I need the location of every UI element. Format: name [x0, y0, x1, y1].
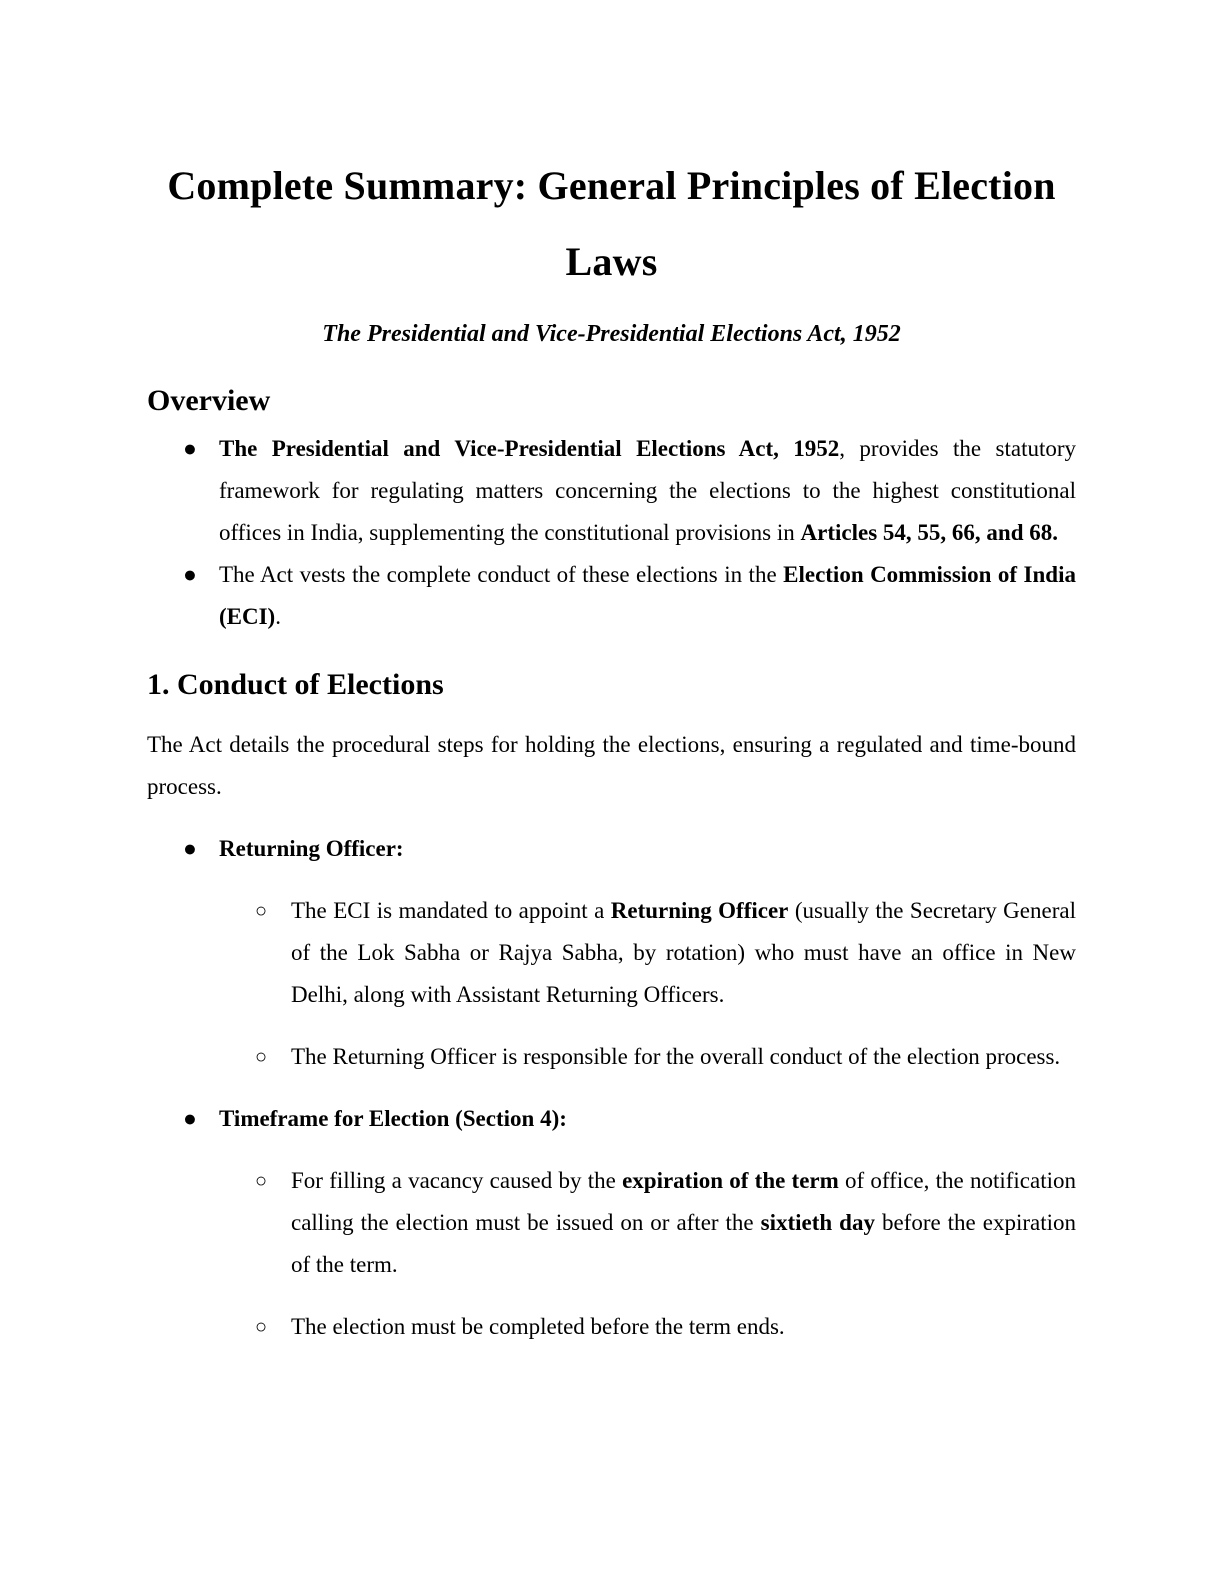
filled-bullet-icon: ●: [183, 836, 197, 861]
list-sub-item-text: For filling a vacancy caused by the expiration of the term of office, the notification calling the election must be issued on or after the sixtieth day before the expiration of the term.: [291, 1168, 1077, 1277]
filled-bullet-icon: ●: [183, 1106, 197, 1131]
section1-intro: The Act details the procedural steps for holding the elections, ensuring a regulated and time-bound process.: [147, 732, 1076, 799]
list-item: [183, 828, 1076, 870]
hollow-bullet-icon: ○: [255, 1170, 268, 1192]
list-sub-item-text: The ECI is mandated to appoint a Returning Officer (usually the Secretary General of the Lok Sabha or Rajya Sabha, by rotation) who must have an office in New Delhi, along with Assistant Returning Officers.: [291, 898, 1076, 1007]
overview-list: [147, 428, 1076, 638]
document-subtitle: The Presidential and Vice-Presidential Elections Act, 1952: [322, 321, 901, 347]
list-sub-item: [255, 1160, 1076, 1286]
filled-bullet-icon: ●: [183, 436, 197, 461]
document-title: Complete Summary: General Principles of Election Laws: [167, 163, 1056, 284]
hollow-bullet-icon: ○: [255, 1046, 268, 1068]
list-item: [183, 1098, 1076, 1140]
filled-bullet-icon: ●: [183, 562, 197, 587]
list-item-label: Timeframe for Election (Section 4):: [219, 1106, 567, 1131]
list-sub-item-text: The election must be completed before the term ends.: [291, 1314, 785, 1339]
list-item-label: Returning Officer:: [219, 836, 404, 861]
list-sub-item: [255, 890, 1076, 1016]
hollow-bullet-icon: ○: [255, 900, 268, 922]
list-item-text: The Act vests the complete conduct of these elections in the Election Commission of India (ECI).: [219, 562, 1076, 629]
section1-list: [147, 828, 1076, 1348]
list-sub-item: [255, 1306, 1076, 1348]
list-item-text: The Presidential and Vice-Presidential Elections Act, 1952, provides the statutory framework for regulating matters concerning the elections to the highest constitutional offices in India, supplementing the constitutional provisions in Articles 54, 55, 66, and 68.: [219, 436, 1077, 545]
list-sub-item: [255, 1036, 1076, 1078]
list-item: [183, 554, 1076, 638]
section1-heading: 1. Conduct of Elections: [147, 668, 444, 701]
list-sub-item-text: The Returning Officer is responsible for the overall conduct of the election process.: [291, 1044, 1061, 1069]
overview-heading: Overview: [147, 384, 271, 417]
hollow-bullet-icon: ○: [255, 1316, 268, 1338]
list-item: [183, 428, 1076, 554]
